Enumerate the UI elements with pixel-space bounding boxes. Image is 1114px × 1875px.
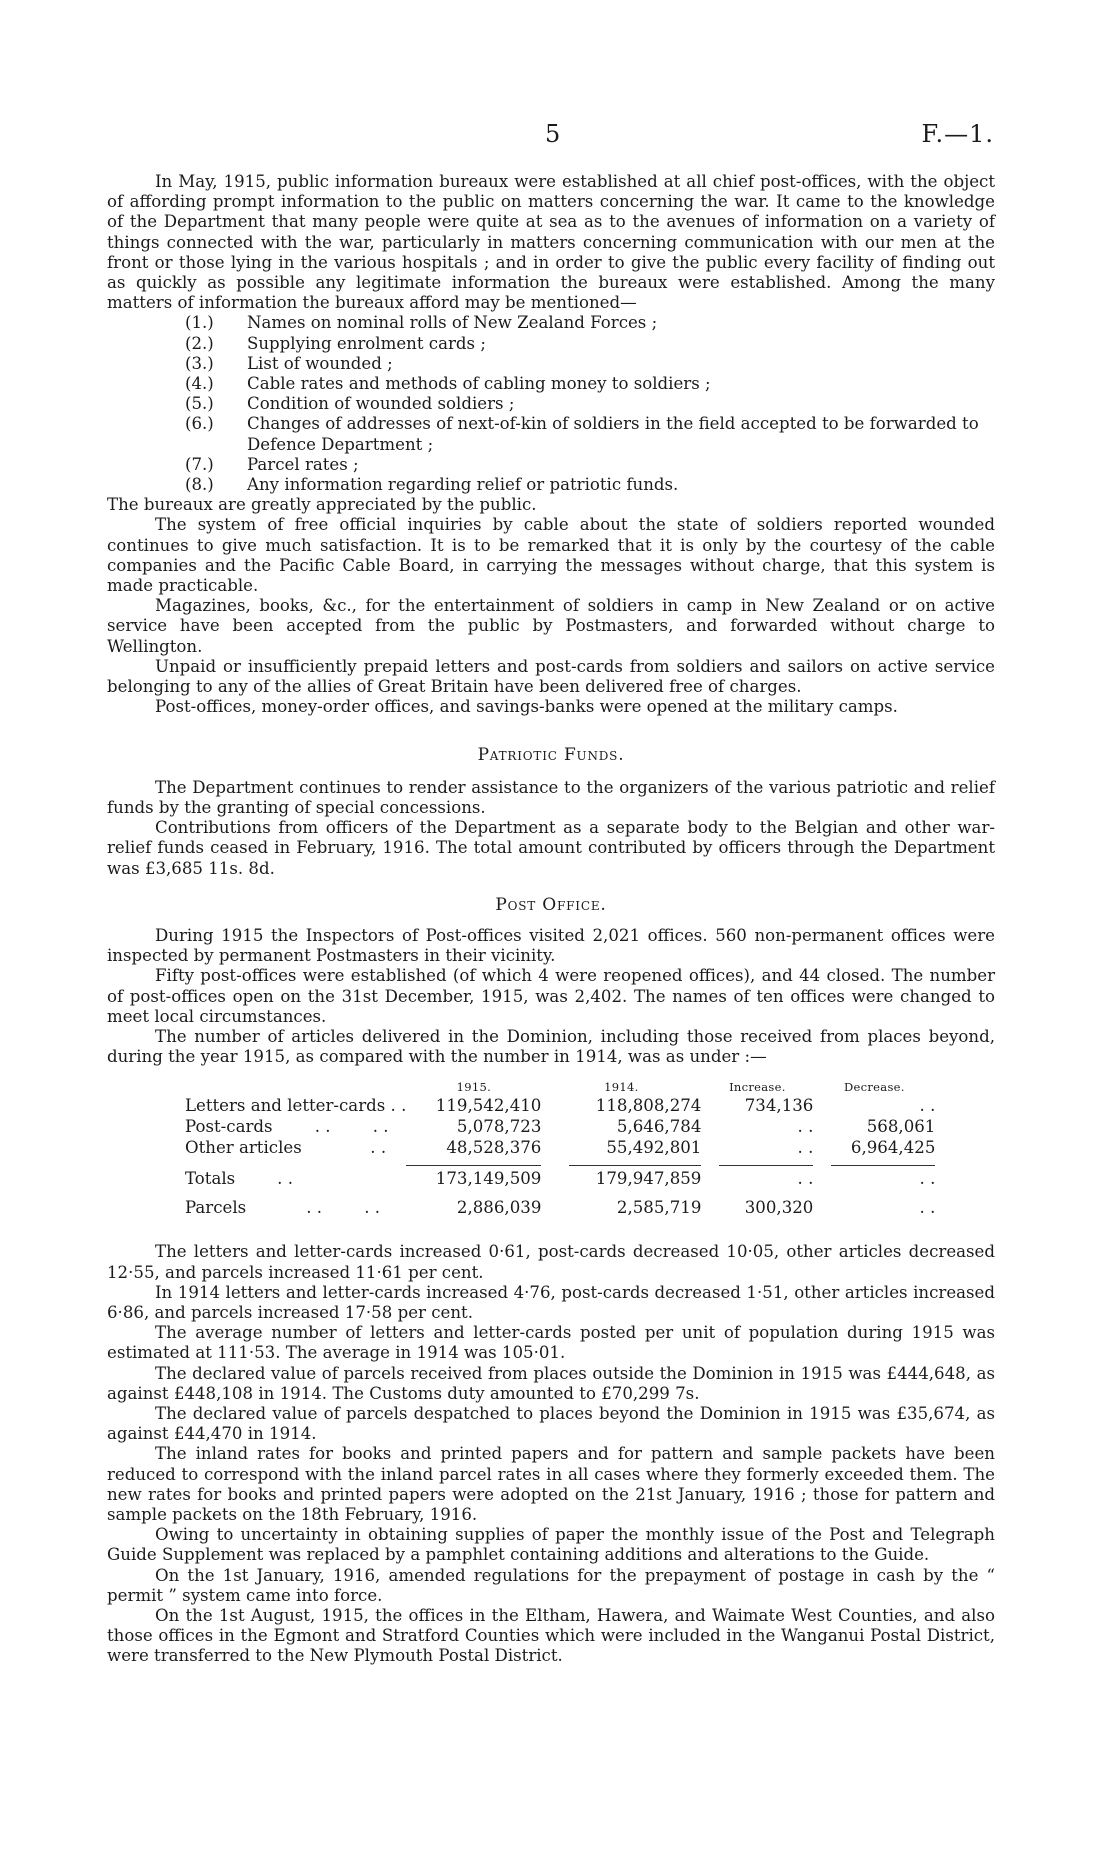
parcels-label-text: Parcels <box>185 1198 247 1218</box>
totals-leader-dots: . . <box>277 1169 293 1189</box>
guide-supplement-paragraph: Owing to uncertainty in obtaining supplies of paper the monthly issue of the Post and Telegraph Guide Supplement was replaced by a pamphlet containing additions and alterations to the Guide. <box>107 1525 995 1565</box>
information-list <box>107 313 995 495</box>
list-item-text: Names on nominal rolls of New Zealand Forces ; <box>247 313 658 333</box>
table-rule-row <box>185 1158 935 1168</box>
list-item-number: (8.) <box>185 475 214 495</box>
column-header-1915: 1915. <box>456 1080 492 1095</box>
list-item-text: Cable rates and methods of cabling money to soldiers ; <box>247 374 711 394</box>
cell-decrease: . . <box>919 1198 936 1218</box>
cell-decrease: 568,061 <box>866 1117 936 1137</box>
sum-rule <box>831 1165 935 1166</box>
totals-label-text: Totals <box>185 1169 236 1189</box>
cell-increase: . . <box>797 1138 814 1158</box>
column-header-decrease: Decrease. <box>844 1080 905 1095</box>
cell-1914: 55,492,801 <box>606 1138 702 1158</box>
cell-1915: 5,078,723 <box>456 1117 542 1137</box>
table-header-row <box>185 1079 935 1095</box>
row-label: Other articles . . <box>185 1138 387 1158</box>
cell-1915: 173,149,509 <box>435 1169 542 1189</box>
cell-decrease: . . <box>919 1169 936 1189</box>
list-item-number: (1.) <box>185 313 214 333</box>
cell-1914: 5,646,784 <box>616 1117 702 1137</box>
list-item-number: (4.) <box>185 374 214 394</box>
page-header <box>0 120 1114 154</box>
list-item <box>185 313 995 333</box>
table-totals-row <box>185 1168 935 1189</box>
patriotic-funds-heading: Patriotic Funds. <box>477 745 625 766</box>
list-item <box>185 455 995 475</box>
list-item-number: (6.) <box>185 414 214 434</box>
document-body <box>107 172 995 1667</box>
statistics-paragraph: In 1914 letters and letter-cards increased 4·76, post-cards decreased 1·51, other articles increased 6·86, and parcels increased 17·58 per cent. <box>107 1282 995 1322</box>
cell-decrease: . . <box>919 1096 936 1116</box>
list-item-text: List of wounded ; <box>247 353 393 373</box>
totals-label <box>185 1168 406 1189</box>
list-item-text: Parcel rates ; <box>247 454 359 474</box>
table-row <box>185 1095 935 1116</box>
table-row <box>185 1137 935 1158</box>
military-camps-paragraph: Post-offices, money-order offices, and savings-banks were opened at the military camps. <box>155 697 898 717</box>
cell-1915: 48,528,376 <box>446 1138 542 1158</box>
cell-decrease: 6,964,425 <box>850 1138 936 1158</box>
list-item <box>185 475 995 495</box>
parcels-leader-dots: . . . . <box>306 1198 381 1218</box>
row-label: Post-cards . . . . <box>185 1117 389 1137</box>
post-office-paragraph: The number of articles delivered in the Dominion, including those received from places beyond, during the year 1915, as compared with the number in 1914, was as under :— <box>107 1026 995 1067</box>
column-header-1914: 1914. <box>604 1080 639 1095</box>
postal-district-paragraph: On the 1st August, 1915, the offices in the Eltham, Hawera, and Waimate West Counties, and also those offices in the Egmont and Stratford Counties which were included in the Wanganui Postal District, were transferred to the New Plymouth Postal District. <box>107 1605 995 1666</box>
list-item-number: (3.) <box>185 353 214 373</box>
post-office-heading: Post Office. <box>495 894 607 915</box>
list-item-number: (5.) <box>185 394 214 414</box>
bureaux-appreciation-paragraph: The bureaux are greatly appreciated by the public. <box>107 495 537 515</box>
cell-increase: . . <box>797 1117 814 1137</box>
sum-rule <box>719 1165 813 1166</box>
column-header-increase: Increase. <box>729 1080 786 1095</box>
list-item <box>185 414 995 454</box>
list-item-text: Any information regarding relief or patriotic funds. <box>247 475 679 495</box>
post-office-paragraph: Fifty post-offices were established (of which 4 were reopened offices), and 44 closed. The number of post-offices open on the 31st December, 1915, was 2,402. The names of ten offices were changed to meet local circumstances. <box>107 966 995 1026</box>
average-letters-paragraph: The average number of letters and letter-cards posted per unit of population during 1915 was estimated at 111·53. The average in 1914 was 105·01. <box>107 1323 995 1363</box>
magazines-paragraph: Magazines, books, &c., for the entertainment of soldiers in camp in New Zealand or on active service have been accepted from the public by Postmasters, and forwarded without charge to Wellington. <box>107 596 995 656</box>
patriotic-paragraph: Contributions from officers of the Department as a separate body to the Belgian and other war-relief funds ceased in February, 1916. The total amount contributed by officers through the Department was £3,685 11s. 8d. <box>107 818 995 878</box>
list-item-text: Changes of addresses of next-of-kin of soldiers in the field accepted to be forwarded to Defence Department ; <box>247 414 979 454</box>
list-item-text: Supplying enrolment cards ; <box>247 333 486 353</box>
parcels-despatched-paragraph: The declared value of parcels despatched to places beyond the Dominion in 1915 was £35,674, as against £44,470 in 1914. <box>107 1403 995 1444</box>
inland-rates-paragraph: The inland rates for books and printed papers and for pattern and sample packets have been reduced to correspond with the inland parcel rates in all cases where they formerly exceeded them. The new rates for books and printed papers were adopted on the 21st January, 1916 ; those for pattern and sample packets on the 18th February, 1916. <box>107 1444 995 1524</box>
cell-1914: 118,808,274 <box>595 1096 702 1116</box>
cell-1915: 2,886,039 <box>456 1198 542 1218</box>
parcels-label <box>185 1197 406 1218</box>
list-item-number: (7.) <box>185 454 214 474</box>
cell-1914: 179,947,859 <box>595 1169 702 1189</box>
patriotic-paragraph: The Department continues to render assistance to the organizers of the various patriotic and relief funds by the granting of special concessions. <box>107 777 995 817</box>
permit-system-paragraph: On the 1st January, 1916, amended regulations for the prepayment of postage in cash by the “ permit ” system came into force. <box>107 1565 995 1605</box>
document-reference: F.—1. <box>921 120 994 148</box>
parcels-received-paragraph: The declared value of parcels received from places outside the Dominion in 1915 was £444,648, as against £448,108 in 1914. The Customs duty amounted to £70,299 7s. <box>107 1363 995 1403</box>
intro-paragraph: In May, 1915, public information bureaux were established at all chief post-offices, with the object of affording prompt information to the public on matters concerning the war. It came to the knowledge of the Department that many people were quite at sea as to the avenues of information on a variety of things connected with the war, particularly in matters concerning communication with our men at the front or those lying in the various hospitals ; and in order to give the public every facility of finding out as quickly as possible any legitimate information the bureaux were established. Among the many matters of information the bureaux afford may be mentioned— <box>107 172 995 313</box>
row-label: Letters and letter-cards . . <box>185 1096 407 1116</box>
list-item <box>185 394 995 414</box>
table-parcels-row <box>185 1197 935 1218</box>
cell-1914: 2,585,719 <box>616 1198 702 1218</box>
list-item <box>185 334 995 354</box>
page-number: 5 <box>545 120 561 148</box>
cable-inquiries-paragraph: The system of free official inquiries by cable about the state of soldiers reported wounded continues to give much satisfaction. It is to be remarked that it is only by the courtesy of the cable companies and the Pacific Cable Board, in carrying the messages without charge, that this system is made practicable. <box>107 515 995 596</box>
sum-rule <box>406 1165 541 1166</box>
unpaid-letters-paragraph: Unpaid or insufficiently prepaid letters and post-cards from soldiers and sailors on active service belonging to any of the allies of Great Britain have been delivered free of charges. <box>107 656 995 697</box>
list-item-text: Condition of wounded soldiers ; <box>247 394 515 414</box>
cell-increase: . . <box>797 1169 814 1189</box>
sum-rule <box>569 1165 701 1166</box>
cell-1915: 119,542,410 <box>435 1096 542 1116</box>
list-item <box>185 354 995 374</box>
list-item-number: (2.) <box>185 333 214 353</box>
articles-delivered-table <box>185 1079 935 1218</box>
cell-increase: 734,136 <box>744 1096 814 1116</box>
cell-increase: 300,320 <box>744 1198 814 1218</box>
list-item <box>185 374 995 394</box>
table-spacer-row <box>185 1189 935 1197</box>
articles-delivered-table-wrap <box>107 1079 995 1218</box>
table-row <box>185 1116 935 1137</box>
post-office-paragraph: During 1915 the Inspectors of Post-offices visited 2,021 offices. 560 non-permanent offices were inspected by permanent Postmasters in their vicinity. <box>107 925 995 966</box>
column-header-label <box>185 1079 406 1095</box>
statistics-paragraph: The letters and letter-cards increased 0·61, post-cards decreased 10·05, other articles decreased 12·55, and parcels increased 11·61 per cent. <box>107 1242 995 1282</box>
